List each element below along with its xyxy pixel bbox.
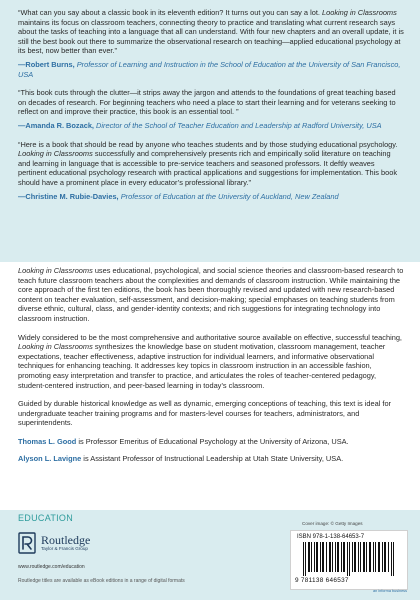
endorsement-attribution	[18, 60, 404, 79]
ebook-availability-note: Routledge titles are available as eBook editions in a range of digital formats	[18, 578, 185, 584]
description-paragraph: Widely considered to be the most comprehensive and authoritative source available on effective, successful teaching, Looking in Classrooms synthesizes the knowledge base on student motivation, classroom management, teacher expectations, teacher effectiveness, adaptive instruction for individual learners, and informative observational techniques for enhancing teaching. It addresses key topics in classroom instruction in an accessible fashion, promoting easy interpretation and transfer to practice, and articulates the roles of teacher-centered pedagogy, student-centered instruction, and peer-based learning in today’s classroom.	[18, 332, 402, 390]
endorser-role: Director of the School of Teacher Education and Leadership at Radford University, USA	[96, 120, 382, 130]
endorsement	[18, 8, 404, 79]
author-bio: Thomas L. Good is Professor Emeritus of Educational Psychology at the University of Arizona, USA.	[18, 436, 349, 446]
barcode-bars	[303, 542, 397, 576]
endorsement	[18, 88, 404, 130]
endorsement-attribution	[18, 121, 404, 131]
subject-label: EDUCATION	[18, 513, 74, 523]
endorsement-quote: “What can you say about a classic book in its eleventh edition? It turns out you can say a lot. Looking in Classrooms maintains its focus on classroom teachers, connecting theory to practice and translating what current research says about the tasks of teaching into a language that all can understand. With four new chapters and an overall update, it is still the best book out there to summarize the observational research on teaching—applied educational psychology at its best, now better than ever.”	[18, 8, 404, 56]
publisher-name: Routledge	[41, 533, 91, 547]
barcode	[290, 530, 408, 590]
publisher-group: Taylor & Francis Group	[41, 546, 88, 551]
informa-tag: an informa business	[373, 589, 407, 593]
publisher-url: www.routledge.com/education	[18, 564, 85, 570]
author-name: Alyson L. Lavigne	[18, 453, 82, 463]
endorser-name: —Amanda R. Bozack,	[18, 120, 94, 130]
isbn-text: ISBN 978-1-138-64653-7	[297, 534, 365, 540]
author-name: Thomas L. Good	[18, 436, 77, 446]
endorsement	[18, 140, 404, 202]
description-paragraph: Guided by durable historical knowledge as well as dynamic, emerging conceptions of teaching, this text is ideal for undergraduate teacher training programs and for masters-level courses for teachers, administrators, and superintendents.	[18, 399, 392, 428]
endorsements-section	[0, 0, 420, 262]
book-description	[18, 266, 404, 470]
endorser-name: —Christine M. Rubie-Davies,	[18, 191, 119, 201]
endorser-role: Professor of Learning and Instruction in the School of Education at the University of San Francisco, USA	[18, 59, 401, 79]
author-bio: Alyson L. Lavigne is Assistant Professor of Instructional Leadership at Utah State University, USA.	[18, 453, 344, 463]
endorsement-attribution	[18, 192, 404, 202]
endorser-role: Professor of Education at the University of Auckland, New Zealand	[120, 191, 339, 201]
barcode-digits: 9 781138 646537	[295, 577, 349, 584]
endorsement-quote: “This book cuts through the clutter—it strips away the jargon and attends to the foundations of great teaching based on decades of research. For beginning teachers who need a place to start their learning and for veterans seeking to reflect on and improve their practice, this book is an essential tool. ”	[18, 88, 396, 117]
publisher-text	[41, 534, 90, 552]
publisher-logo	[18, 532, 90, 554]
description-paragraph: Looking in Classrooms uses educational, psychological, and social science theories and classroom-based research to teach future classroom teachers about the complexities and demands of classroom instruction. While maintaining the core approach of the first ten editions, the book has been thoroughly revised and updated with new research-based content on teacher evaluation, self-assessment, and decision-making; special emphases on teaching students from diverse ethnic, cultural, class, and gender-identity contexts; and rich suggestions for integrating technology into classroom instruction.	[18, 266, 404, 323]
endorser-name: —Robert Burns,	[18, 59, 75, 69]
endorsement-quote: “Here is a book that should be read by anyone who teaches students and by those studying educational psychology. Looking in Classrooms successfully and comprehensively presents rich and empirically solid literature on teaching and learning in language that is accessible to pre-service teachers and seasoned professors. It deftly weaves pertinent educational psychology research with practical applications and suggestions for implementation. This book should have a prominent place in every educator’s professional library.”	[18, 139, 398, 187]
routledge-logo-icon	[18, 532, 36, 554]
cover-image-credit: Cover image: © Getty Images	[302, 521, 363, 526]
